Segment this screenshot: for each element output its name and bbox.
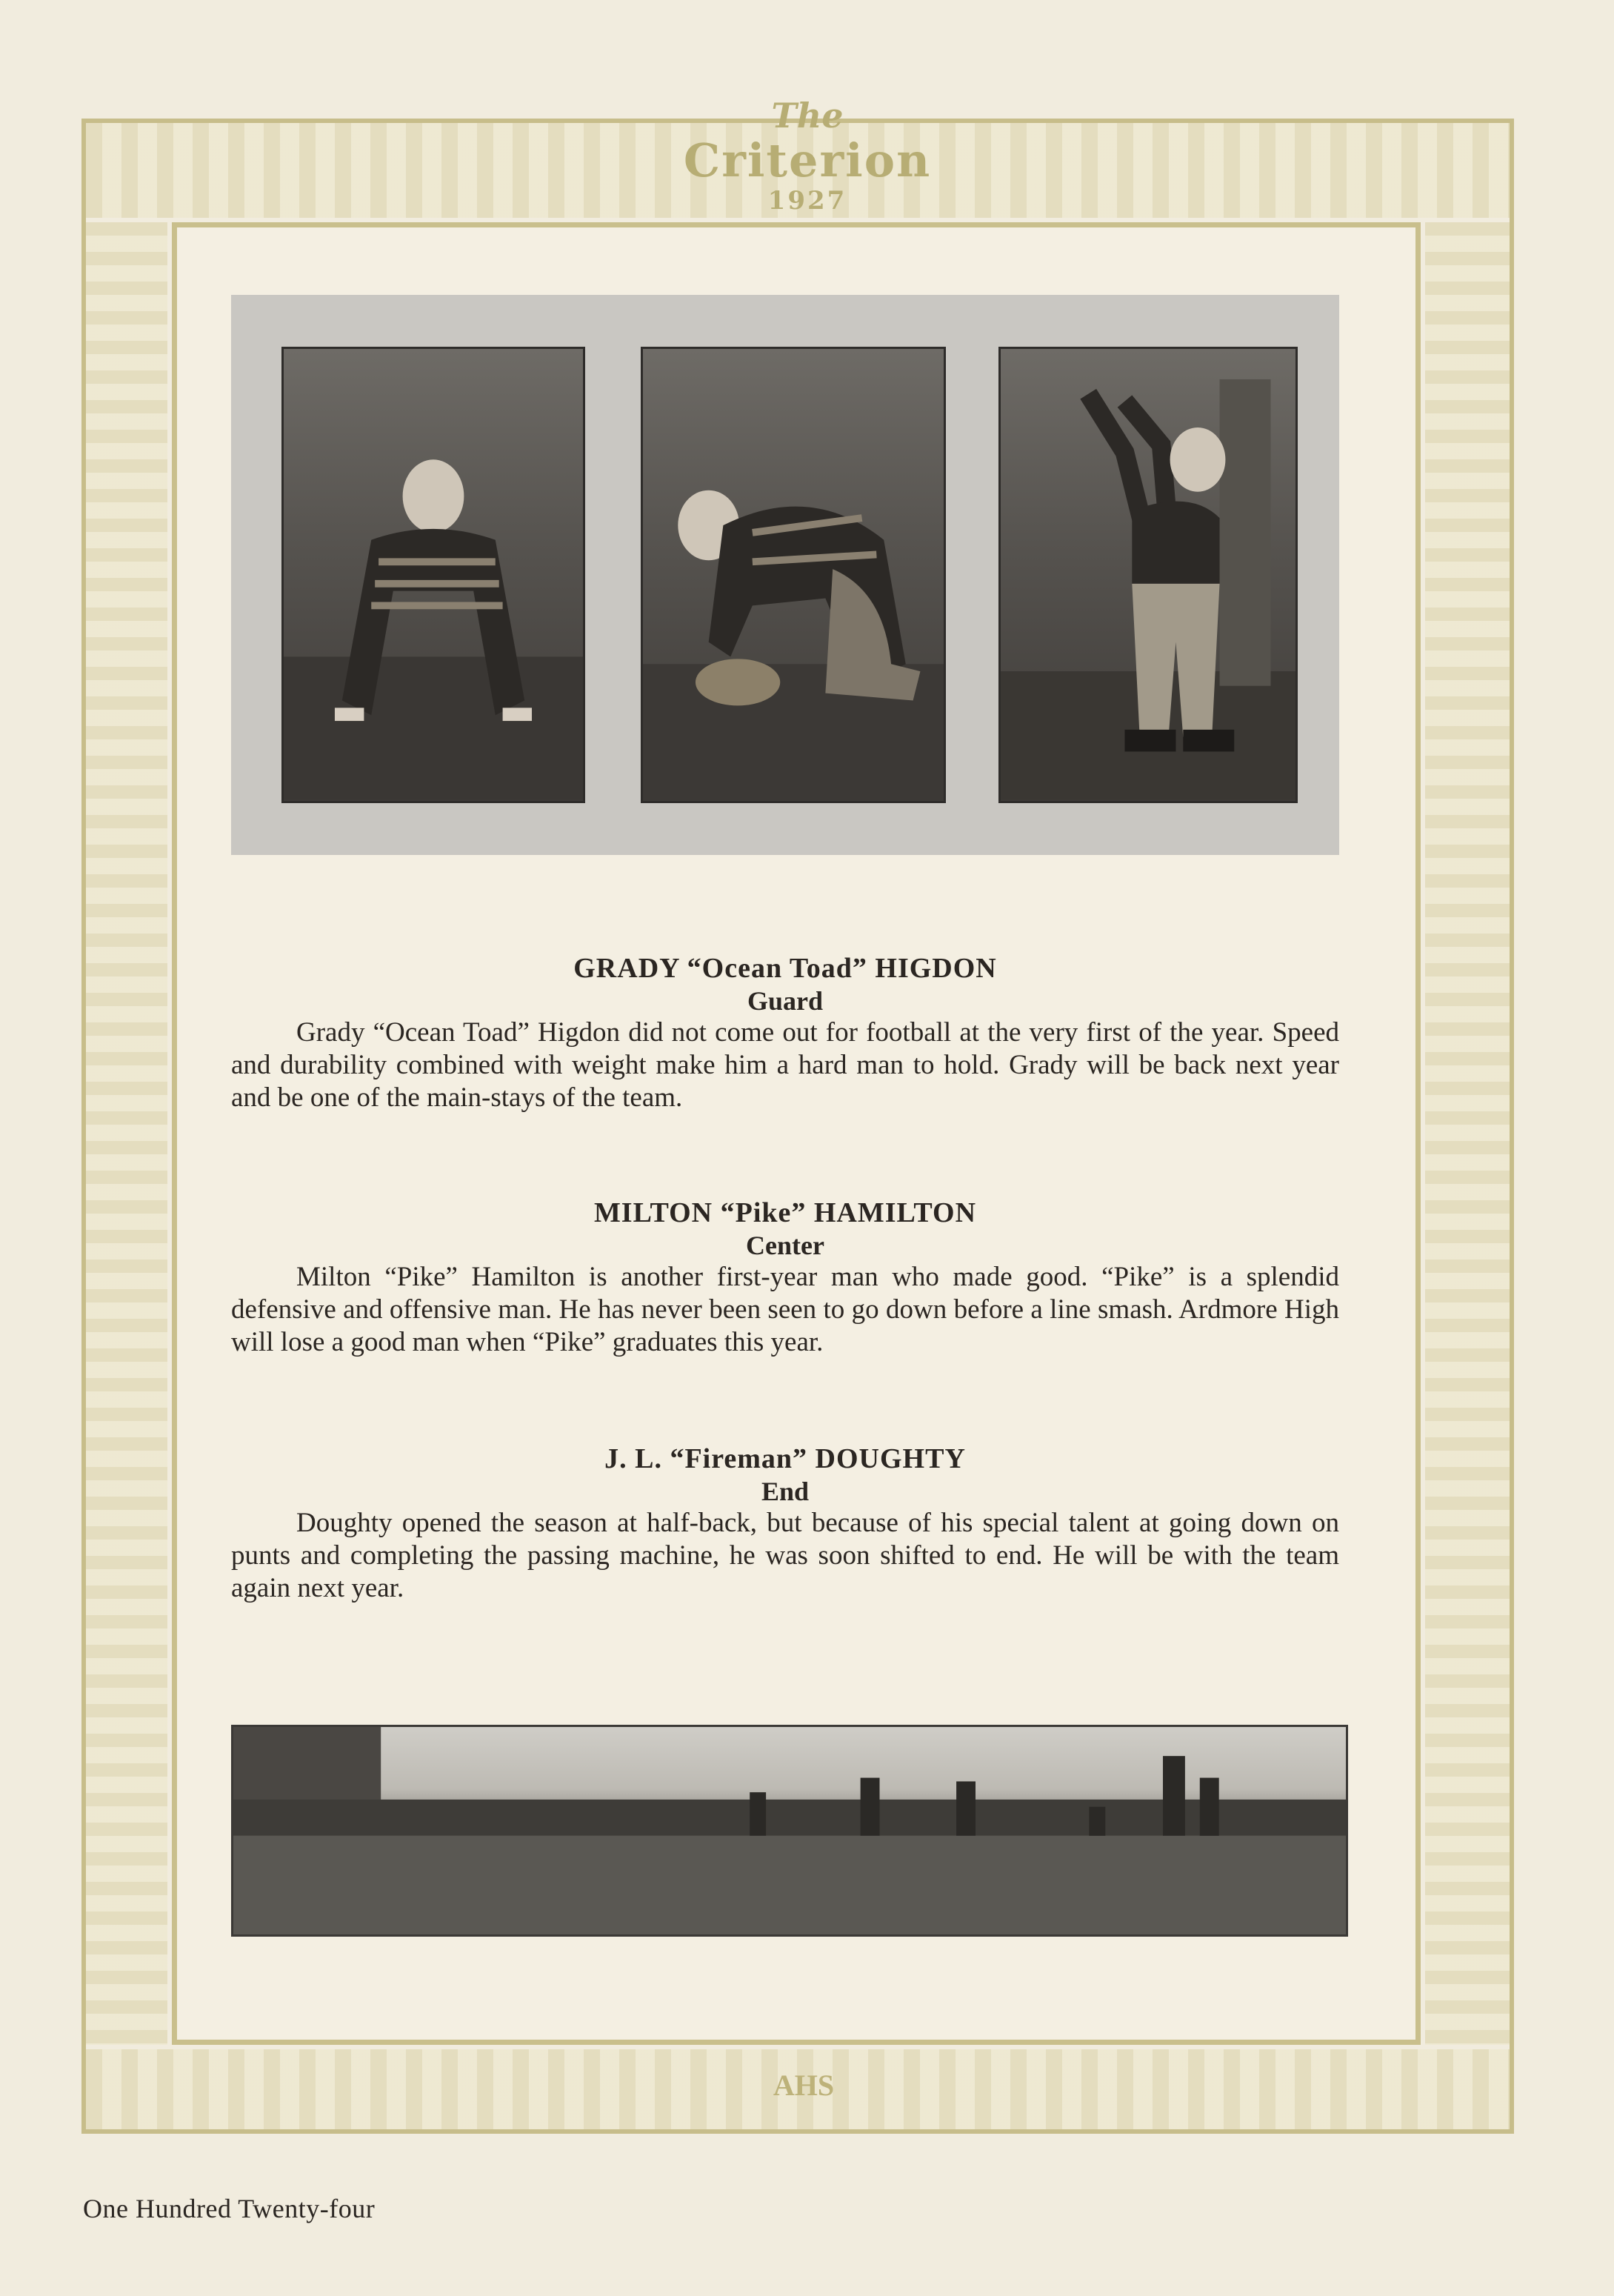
yearbook-logo [652, 96, 963, 215]
portrait-photo-panel [231, 295, 1339, 855]
game-scene-illustration [233, 1727, 1346, 1934]
crouching-player-illustration [284, 349, 583, 801]
player-entry-hamilton [231, 1196, 1339, 1359]
player-entry-doughty [231, 1442, 1339, 1605]
ahs-crest: AHS [773, 2069, 835, 2102]
player-entry-higdon [231, 951, 1339, 1114]
center-portrait-photo [641, 347, 946, 803]
guard-portrait-photo [281, 347, 585, 803]
football-game-photo [231, 1725, 1348, 1937]
page-number-label: One Hundred Twenty-four [83, 2194, 376, 2223]
catching-player-illustration [1001, 349, 1295, 801]
player-position: Center [746, 1231, 824, 1260]
logo-criterion: Criterion [683, 133, 932, 187]
logo-year: 1927 [767, 186, 847, 216]
right-ornament-band [1425, 222, 1510, 2045]
end-portrait-photo [998, 347, 1298, 803]
player-name: GRADY “Ocean Toad” HIGDON [573, 953, 997, 984]
player-name: MILTON “Pike” HAMILTON [593, 1197, 977, 1228]
player-position: Guard [747, 986, 824, 1016]
player-bio: Milton “Pike” Hamilton is another first-year man who made good. “Pike” is a splendid defensive and offensive man. He has never been seen to go down before a line smash. Ardmore High will lose a good man when “Pike” graduates this year. [231, 1262, 1339, 1357]
player-bio: Doughty opened the season at half-back, but because of his special talent at going down on punts and completing the passing machine, he was soon shifted to end. He will be with the team again next year. [231, 1508, 1339, 1603]
player-bio: Grady “Ocean Toad” Higdon did not come out for football at the very first of the year. Speed and durability combined with weight make him a hard man to hold. Grady will be back next year and be one of the main-stays of the team. [231, 1017, 1339, 1113]
logo-the: The [771, 96, 844, 136]
left-ornament-band [86, 222, 167, 2045]
player-name: J. L. “Fireman” DOUGHTY [604, 1443, 966, 1474]
center-with-ball-illustration [643, 349, 944, 801]
player-position: End [761, 1477, 810, 1506]
